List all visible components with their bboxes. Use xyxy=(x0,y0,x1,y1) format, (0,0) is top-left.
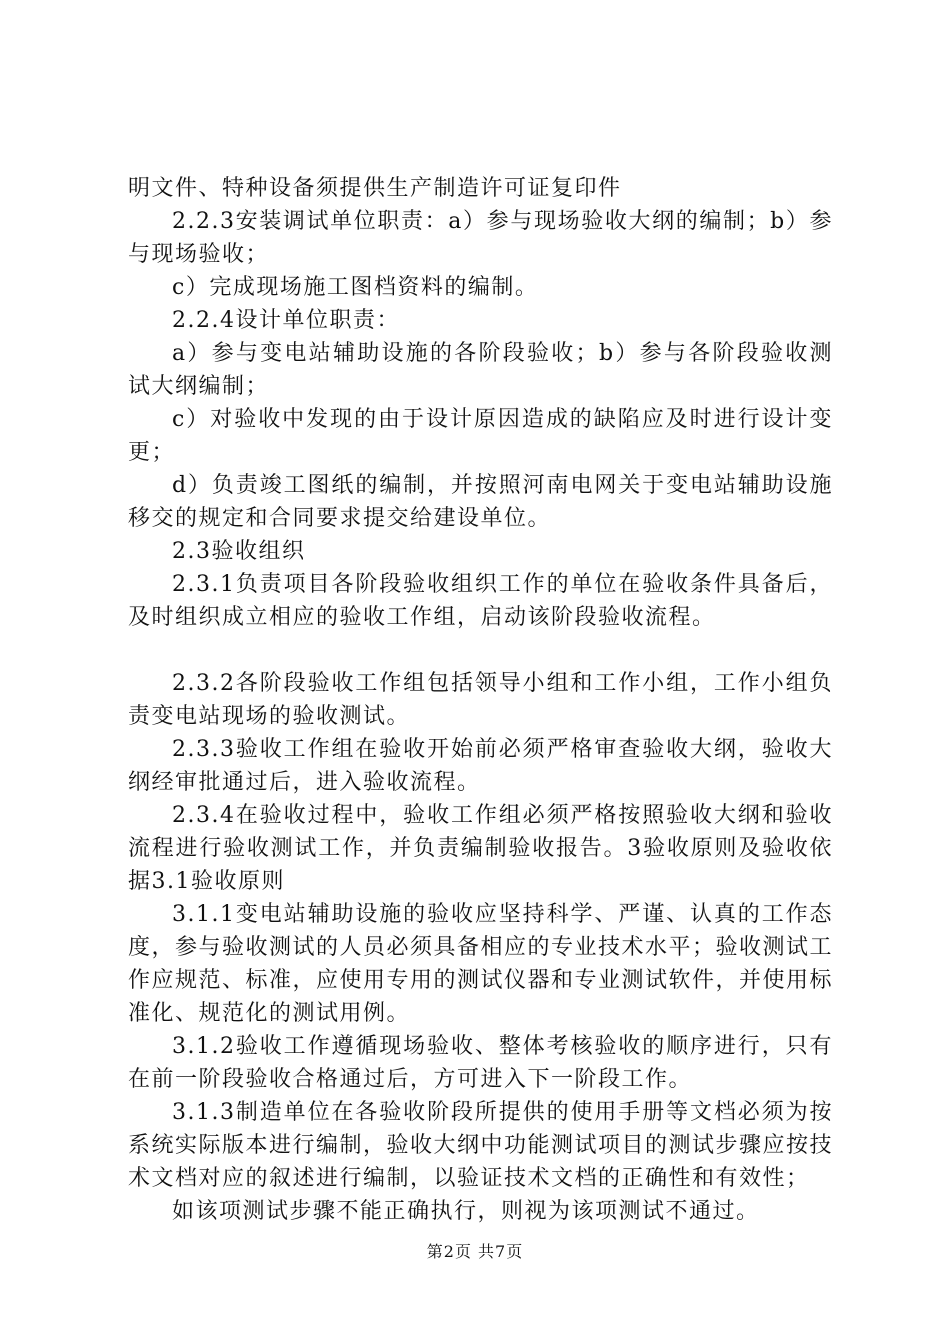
paragraph-2-2-3: 2.2.3安装调试单位职责：a）参与现场验收大纲的编制；b）参与现场验收； xyxy=(128,209,833,267)
paragraph-test-failure: 如该项测试步骤不能正确执行，则视为该项测试不通过。 xyxy=(172,1199,760,1224)
paragraph-3-1-2: 3.1.2验收工作遵循现场验收、整体考核验收的顺序进行，只有在前一阶段验收合格通过后，方可进入下一阶段工作。 xyxy=(128,1034,833,1092)
paragraph-2-3-1: 2.3.1负责项目各阶段验收组织工作的单位在验收条件具备后，及时组织成立相应的验收工作组，启动该阶段验收流程。 xyxy=(128,572,833,630)
page-number-footer: 第2页 共7页 xyxy=(426,1242,524,1261)
paragraph-2-2-3-c: c）完成现场施工图档资料的编制。 xyxy=(172,275,539,300)
paragraph-2-2-4-d: d）负责竣工图纸的编制，并按照河南电网关于变电站辅助设施移交的规定和合同要求提交给建设单位。 xyxy=(128,473,833,531)
paragraph-3-1-3: 3.1.3制造单位在各验收阶段所提供的使用手册等文档必须为按系统实际版本进行编制，验收大纲中功能测试项目的测试步骤应按技术文档对应的叙述进行编制，以验证技术文档的正确性和有效性； xyxy=(128,1100,834,1191)
paragraph-2-2-4-a: a）参与变电站辅助设施的各阶段验收；b）参与各阶段验收测试大纲编制； xyxy=(128,341,833,399)
paragraph-2-3-3: 2.3.3验收工作组在验收开始前必须严格审查验收大纲，验收大纲经审批通过后，进入验收流程。 xyxy=(128,737,833,795)
paragraph-2-3-4: 2.3.4在验收过程中，验收工作组必须严格按照验收大纲和验收流程进行验收测试工作，并负责编制验收报告。3验收原则及验收依据3.1验收原则 xyxy=(128,803,833,894)
document-body xyxy=(128,172,833,1228)
section-heading-2-3: 2.3验收组织 xyxy=(172,539,306,564)
paragraph-3-1-1: 3.1.1变电站辅助设施的验收应坚持科学、严谨、认真的工作态度，参与验收测试的人员必须具备相应的专业技术水平；验收测试工作应规范、标准，应使用专用的测试仪器和专业测试软件，并使用标准化、规范化的测试用例。 xyxy=(128,902,834,1026)
paragraph-2-2-4-c: c）对验收中发现的由于设计原因造成的缺陷应及时进行设计变更； xyxy=(128,407,833,465)
paragraph-continuation: 明文件、特种设备须提供生产制造许可证复印件 xyxy=(128,176,622,201)
paragraph-2-2-4: 2.2.4设计单位职责： xyxy=(172,308,400,333)
paragraph-2-3-2: 2.3.2各阶段验收工作组包括领导小组和工作小组，工作小组负责变电站现场的验收测试。 xyxy=(128,671,833,729)
